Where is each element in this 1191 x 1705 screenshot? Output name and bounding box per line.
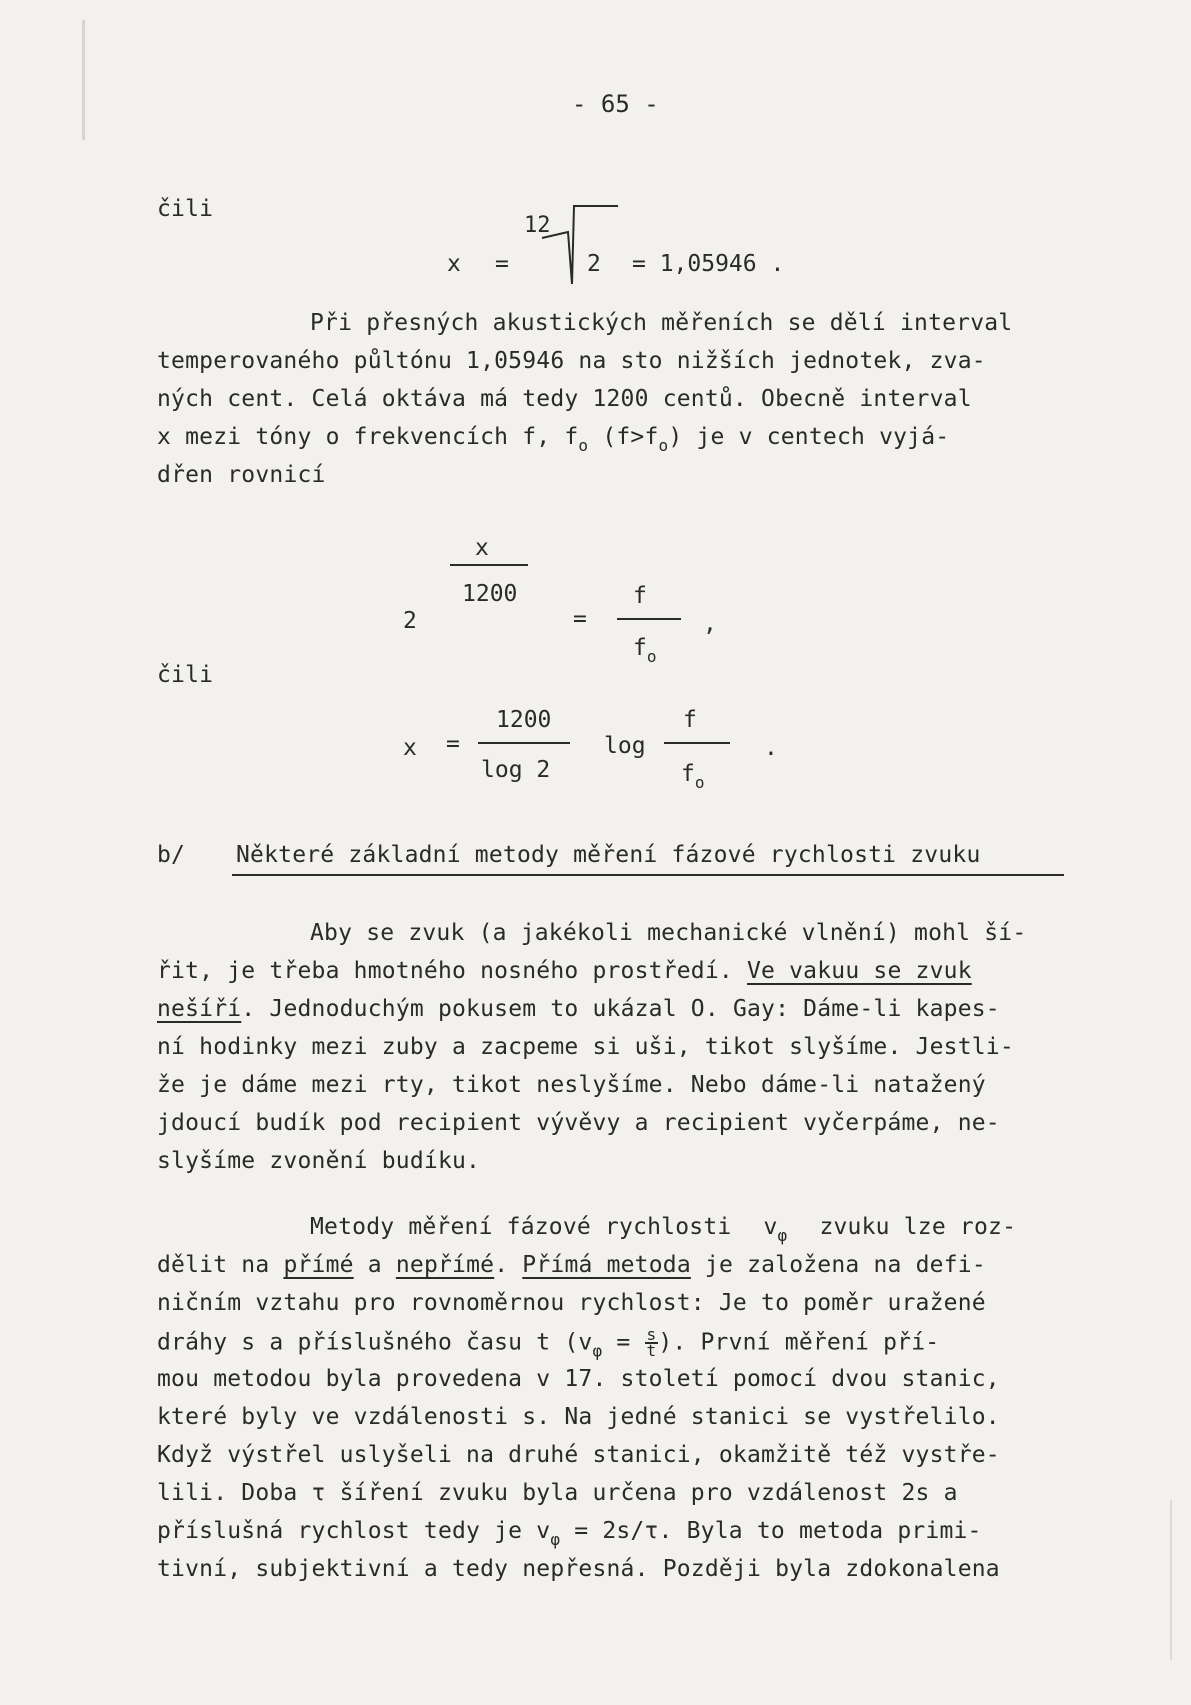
subscript: o bbox=[646, 647, 657, 666]
underlined-text: Přímá metoda bbox=[522, 1252, 691, 1278]
eq3-dot: . bbox=[764, 735, 778, 761]
fraction-bar bbox=[664, 742, 730, 744]
section-underline bbox=[232, 874, 1064, 876]
para1-line5-prefix: d bbox=[157, 462, 172, 488]
eq1-result: = 1,05946 . bbox=[632, 251, 785, 277]
para2-text: řit, je třeba hmotného nosného prostředí. bbox=[157, 958, 747, 984]
eq2-exp-den: 1200 bbox=[462, 581, 518, 607]
eq3-frac-num: 1200 bbox=[496, 707, 552, 733]
para3-text: . bbox=[494, 1252, 523, 1278]
section-label: b/ bbox=[157, 842, 186, 868]
para3-line: mou metodou byla provedena v 17. století pomocí dvou stanic, bbox=[157, 1366, 1000, 1392]
para3-line: které byly ve vzdálenosti s. Na jedné stanici se vystřelilo. bbox=[157, 1404, 1000, 1430]
para3-text: Metody měření fázové rychlosti bbox=[310, 1214, 732, 1240]
para3-text: zvuku lze roz- bbox=[819, 1214, 1017, 1240]
eq2-rhs-num: f bbox=[633, 583, 647, 609]
eq2-base: 2 bbox=[403, 608, 417, 634]
para1-line bbox=[157, 462, 326, 488]
para2-text: . Jednoduchým pokusem to ukázal O. Gay: Dáme-li kapes- bbox=[241, 996, 1000, 1022]
para3-text: dráhy s a příslušného času t (v bbox=[157, 1329, 593, 1356]
eq3-frac-den: log 2 bbox=[481, 757, 551, 783]
eq1-x: x bbox=[447, 251, 461, 277]
para3-text: = bbox=[616, 1329, 631, 1356]
para1-line4-text: x mezi tóny o frekvencích f, f bbox=[157, 424, 579, 450]
para1-line4-text: ) je v centech vyjá- bbox=[668, 424, 950, 450]
subscript-phi: φ bbox=[592, 1341, 603, 1361]
para3-text: ). První měření pří- bbox=[658, 1329, 940, 1356]
eq3-x: x bbox=[403, 735, 417, 761]
para2-line: ní hodinky mezi zuby a zacpeme si uši, tikot slyšíme. Jestli- bbox=[157, 1034, 1014, 1060]
eq2-exp-num: x bbox=[475, 535, 489, 561]
para3-text: je založena na defi- bbox=[690, 1252, 986, 1278]
para1-line: temperovaného půltónu 1,05946 na sto nižších jednotek, zva- bbox=[157, 348, 986, 374]
para2-line: jdoucí budík pod recipient vývěvy a recipient vyčerpáme, ne- bbox=[157, 1110, 1000, 1136]
eq1-radicand: 2 bbox=[587, 251, 601, 277]
subscript: o bbox=[694, 773, 705, 792]
eq3-log: log bbox=[604, 733, 646, 759]
subscript-phi: φ bbox=[550, 1530, 561, 1549]
subscript: o bbox=[578, 436, 589, 455]
fraction-bar bbox=[617, 618, 681, 620]
fraction-num: s bbox=[646, 1325, 657, 1344]
para2-line bbox=[157, 996, 1000, 1022]
underlined-text: Ve vakuu se zvuk bbox=[746, 958, 972, 984]
para2-line bbox=[157, 958, 972, 984]
cili-label: čili bbox=[157, 662, 214, 688]
para3-text: příslušná rychlost tedy je v bbox=[157, 1518, 551, 1544]
eq2-comma: , bbox=[703, 611, 717, 637]
scan-mark bbox=[1170, 1500, 1172, 1660]
radical-sign-icon bbox=[540, 204, 620, 288]
underlined-text: přímé bbox=[283, 1252, 354, 1278]
scan-mark bbox=[82, 20, 85, 140]
inline-fraction bbox=[645, 1325, 659, 1360]
fraction-bar bbox=[450, 564, 528, 566]
fraction-den: t bbox=[646, 1341, 657, 1360]
eq3-f: f bbox=[681, 761, 695, 787]
para2-line: že je dáme mezi rty, tikot neslyšíme. Nebo dáme-li natažený bbox=[157, 1072, 986, 1098]
fraction-bar bbox=[478, 742, 570, 744]
subscript: o bbox=[658, 436, 669, 455]
velocity-symbol: v bbox=[763, 1214, 778, 1240]
para3-line bbox=[157, 1518, 982, 1549]
para1-line5-text: řen rovnicí bbox=[171, 462, 326, 488]
para1-line: Při přesných akustických měřeních se dělí interval bbox=[310, 310, 1013, 336]
eq1-root-index: 12 bbox=[524, 213, 551, 238]
eq3-rhs-num: f bbox=[683, 707, 697, 733]
eq3-rhs-den bbox=[681, 756, 705, 801]
eq3-equals: = bbox=[446, 731, 460, 757]
eq2-f: f bbox=[633, 635, 647, 661]
para2-line: Aby se zvuk (a jakékoli mechanické vlnění) mohl ší- bbox=[310, 920, 1027, 946]
para3-line: Když výstřel uslyšeli na druhé stanici, okamžitě též vystře- bbox=[157, 1442, 1000, 1468]
eq2-equals: = bbox=[573, 606, 587, 632]
cili-label: čili bbox=[157, 196, 214, 222]
eq2-rhs-den bbox=[633, 630, 657, 675]
para3-text: dělit na bbox=[157, 1252, 284, 1278]
para3-line: lili. Doba τ šíření zvuku byla určena pro vzdálenost 2s a bbox=[157, 1480, 958, 1506]
para3-text: = 2s/τ. Byla to metoda primi- bbox=[574, 1518, 982, 1544]
para1-line: ných cent. Celá oktáva má tedy 1200 centů. Obecně interval bbox=[157, 386, 972, 412]
para2-line: slyšíme zvonění budíku. bbox=[157, 1148, 481, 1174]
underlined-text: nepřímé bbox=[395, 1252, 495, 1278]
para3-line bbox=[157, 1252, 986, 1278]
underlined-text: nešíří bbox=[157, 996, 242, 1022]
eq1-equals: = bbox=[495, 251, 509, 277]
para3-line: tivní, subjektivní a tedy nepřesná. Později byla zdokonalena bbox=[157, 1556, 1000, 1582]
page-number: - 65 - bbox=[572, 90, 659, 118]
para3-text: a bbox=[353, 1252, 396, 1278]
para1-line4-text: (f>f bbox=[602, 424, 659, 450]
subscript-phi: φ bbox=[777, 1226, 788, 1245]
para3-line bbox=[157, 1325, 940, 1361]
para1-line bbox=[157, 424, 949, 455]
section-title: Některé základní metody měření fázové rychlosti zvuku bbox=[236, 842, 981, 868]
para3-line: ničním vztahu pro rovnoměrnou rychlost: Je to poměr uražené bbox=[157, 1290, 986, 1316]
para3-line bbox=[310, 1214, 1016, 1245]
